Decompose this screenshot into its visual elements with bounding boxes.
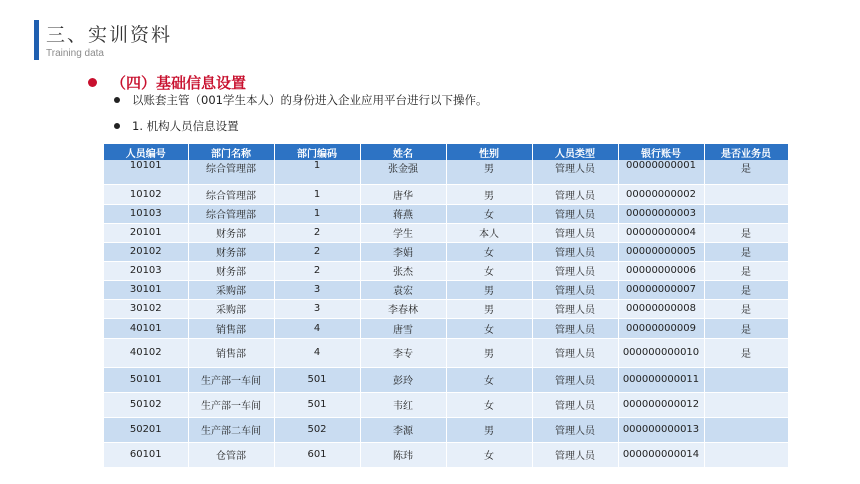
table-cell: 00000000002 xyxy=(618,184,704,204)
table-cell: 是 xyxy=(704,318,788,338)
table-row xyxy=(104,261,788,280)
table-cell: 10103 xyxy=(104,204,188,223)
table-cell: 袁宏 xyxy=(360,280,446,299)
table-cell: 生产部一车间 xyxy=(188,392,274,417)
table-cell: 000000000013 xyxy=(618,417,704,442)
table-cell: 1 xyxy=(274,160,360,184)
table-cell: 00000000003 xyxy=(618,204,704,223)
table-cell: 男 xyxy=(446,417,532,442)
column-header: 银行账号 xyxy=(618,144,704,160)
table-cell: 是 xyxy=(704,242,788,261)
column-header: 人员类型 xyxy=(532,144,618,160)
table-cell: 李娟 xyxy=(360,242,446,261)
table-cell: 40101 xyxy=(104,318,188,338)
table-cell: 3 xyxy=(274,299,360,318)
table-cell: 采购部 xyxy=(188,299,274,318)
table-cell: 是 xyxy=(704,160,788,184)
table-row xyxy=(104,242,788,261)
table-cell: 陈玮 xyxy=(360,442,446,467)
table-cell: 60101 xyxy=(104,442,188,467)
table-cell: 管理人员 xyxy=(532,204,618,223)
table-cell: 生产部一车间 xyxy=(188,367,274,392)
table-cell: 管理人员 xyxy=(532,184,618,204)
table-cell: 财务部 xyxy=(188,242,274,261)
table-row xyxy=(104,223,788,242)
table-cell: 采购部 xyxy=(188,280,274,299)
table-row xyxy=(104,338,788,367)
table-cell: 501 xyxy=(274,392,360,417)
table-cell: 30101 xyxy=(104,280,188,299)
table-cell xyxy=(704,417,788,442)
table-cell: 男 xyxy=(446,280,532,299)
bullet-line-2 xyxy=(114,118,239,134)
column-header: 部门名称 xyxy=(188,144,274,160)
table-cell: 40102 xyxy=(104,338,188,367)
table-cell: 女 xyxy=(446,318,532,338)
table-cell: 50201 xyxy=(104,417,188,442)
table-row xyxy=(104,417,788,442)
table-cell: 李专 xyxy=(360,338,446,367)
bullet-text: 1. 机构人员信息设置 xyxy=(132,119,239,133)
table-cell: 综合管理部 xyxy=(188,160,274,184)
table-cell: 男 xyxy=(446,338,532,367)
personnel-table xyxy=(104,144,789,468)
section-title: （四）基础信息设置 xyxy=(111,74,247,92)
page-title: 三、实训资料 xyxy=(46,24,173,46)
table-cell: 00000000004 xyxy=(618,223,704,242)
table-cell xyxy=(704,367,788,392)
table-row xyxy=(104,442,788,467)
table-row xyxy=(104,204,788,223)
table-cell: 20102 xyxy=(104,242,188,261)
table-row xyxy=(104,184,788,204)
table-cell: 管理人员 xyxy=(532,280,618,299)
table-cell xyxy=(704,184,788,204)
table-cell: 销售部 xyxy=(188,318,274,338)
table-cell: 00000000006 xyxy=(618,261,704,280)
table-cell: 唐华 xyxy=(360,184,446,204)
table-cell: 财务部 xyxy=(188,261,274,280)
table-cell: 管理人员 xyxy=(532,442,618,467)
table-cell: 李源 xyxy=(360,417,446,442)
table-cell: 管理人员 xyxy=(532,160,618,184)
table-cell: 唐雪 xyxy=(360,318,446,338)
table-cell: 000000000012 xyxy=(618,392,704,417)
table-cell: 管理人员 xyxy=(532,223,618,242)
table-row xyxy=(104,392,788,417)
table-cell: 张杰 xyxy=(360,261,446,280)
table-row xyxy=(104,160,788,184)
table-cell: 蒋燕 xyxy=(360,204,446,223)
table-cell: 是 xyxy=(704,280,788,299)
table-cell: 财务部 xyxy=(188,223,274,242)
table-cell: 20101 xyxy=(104,223,188,242)
table-cell xyxy=(704,204,788,223)
table-cell: 1 xyxy=(274,184,360,204)
table-cell: 2 xyxy=(274,242,360,261)
table-cell: 2 xyxy=(274,223,360,242)
page-subtitle: Training data xyxy=(46,48,104,59)
table-cell: 彭玲 xyxy=(360,367,446,392)
column-header: 姓名 xyxy=(360,144,446,160)
column-header: 部门编码 xyxy=(274,144,360,160)
table-cell: 000000000010 xyxy=(618,338,704,367)
table-cell: 女 xyxy=(446,367,532,392)
table-cell: 管理人员 xyxy=(532,261,618,280)
table-row xyxy=(104,318,788,338)
table-cell: 男 xyxy=(446,184,532,204)
red-bullet-icon xyxy=(88,78,97,87)
column-header: 是否业务员 xyxy=(704,144,788,160)
section-heading xyxy=(88,72,246,93)
table-cell: 2 xyxy=(274,261,360,280)
bullet-line-1 xyxy=(114,92,487,108)
table-cell: 管理人员 xyxy=(532,417,618,442)
table-cell: 3 xyxy=(274,280,360,299)
table-cell: 管理人员 xyxy=(532,318,618,338)
table-cell: 本人 xyxy=(446,223,532,242)
table-cell: 1 xyxy=(274,204,360,223)
table-cell: 管理人员 xyxy=(532,367,618,392)
table-row xyxy=(104,280,788,299)
bullet-text: 以账套主管（001学生本人）的身份进入企业应用平台进行以下操作。 xyxy=(132,93,488,107)
table-cell xyxy=(704,392,788,417)
table-cell: 4 xyxy=(274,338,360,367)
table-row xyxy=(104,367,788,392)
table-cell: 00000000005 xyxy=(618,242,704,261)
table-cell: 00000000008 xyxy=(618,299,704,318)
table-cell: 女 xyxy=(446,392,532,417)
table-cell: 00000000001 xyxy=(618,160,704,184)
table-cell: 50101 xyxy=(104,367,188,392)
table-cell: 501 xyxy=(274,367,360,392)
table-cell: 女 xyxy=(446,204,532,223)
table-cell: 销售部 xyxy=(188,338,274,367)
table-cell: 502 xyxy=(274,417,360,442)
table-cell: 女 xyxy=(446,442,532,467)
table-cell: 女 xyxy=(446,261,532,280)
table-cell: 是 xyxy=(704,338,788,367)
table-cell: 男 xyxy=(446,299,532,318)
table-cell: 601 xyxy=(274,442,360,467)
column-header: 人员编号 xyxy=(104,144,188,160)
table-cell: 4 xyxy=(274,318,360,338)
table-cell: 李春林 xyxy=(360,299,446,318)
table-cell: 10102 xyxy=(104,184,188,204)
table-cell: 000000000014 xyxy=(618,442,704,467)
table-cell: 是 xyxy=(704,261,788,280)
table-header-row xyxy=(104,144,788,160)
table-cell: 张金强 xyxy=(360,160,446,184)
header-accent-bar xyxy=(34,20,39,60)
table-cell: 20103 xyxy=(104,261,188,280)
table-cell: 30102 xyxy=(104,299,188,318)
table-cell: 10101 xyxy=(104,160,188,184)
table-cell: 000000000011 xyxy=(618,367,704,392)
table-cell: 是 xyxy=(704,299,788,318)
table-cell: 仓管部 xyxy=(188,442,274,467)
column-header: 性别 xyxy=(446,144,532,160)
table-cell: 管理人员 xyxy=(532,242,618,261)
table-row xyxy=(104,299,788,318)
table-cell: 管理人员 xyxy=(532,299,618,318)
table-cell: 男 xyxy=(446,160,532,184)
table-cell: 管理人员 xyxy=(532,338,618,367)
table-cell: 生产部二车间 xyxy=(188,417,274,442)
table-cell: 管理人员 xyxy=(532,392,618,417)
table-cell xyxy=(704,442,788,467)
table-cell: 50102 xyxy=(104,392,188,417)
table-cell: 韦红 xyxy=(360,392,446,417)
table-cell: 00000000009 xyxy=(618,318,704,338)
table-cell: 综合管理部 xyxy=(188,204,274,223)
bullet-icon xyxy=(114,123,120,129)
table-cell: 学生 xyxy=(360,223,446,242)
table-cell: 是 xyxy=(704,223,788,242)
bullet-icon xyxy=(114,97,120,103)
table-cell: 00000000007 xyxy=(618,280,704,299)
table-cell: 女 xyxy=(446,242,532,261)
table-cell: 综合管理部 xyxy=(188,184,274,204)
